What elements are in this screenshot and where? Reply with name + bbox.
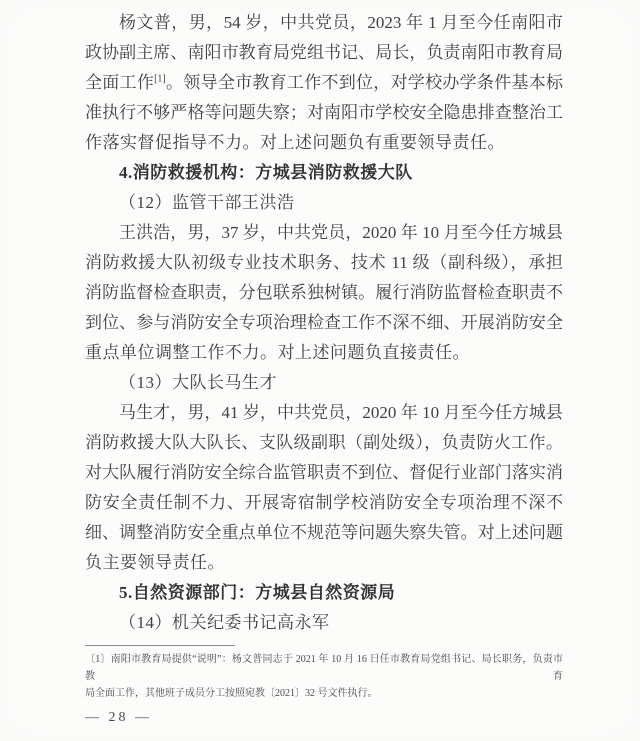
footnote-line: 〔1〕南阳市教育局提供“说明”：杨文普同志于 2021 年 10 月 16 日任市教育局党组书记、局长职务，负责市教育 [85, 654, 563, 682]
text-line: （13）大队长马生才 [119, 373, 277, 392]
document-body [85, 8, 563, 638]
text-line: 消防救援大队初级专业技术职务、技术 11 级（副科级），承担 [85, 253, 563, 272]
page-number: — 28 — [85, 710, 152, 725]
text-line: 马生才，男，41 岁，中共党员，2020 年 10 月至今任方城县 [119, 403, 563, 422]
footnote [85, 645, 563, 702]
text-line: 到位、参与消防安全专项治理检查工作不深不细、开展消防安全 [85, 313, 563, 332]
text-line: 重点单位调整工作不力。对上述问题负直接责任。 [85, 343, 470, 362]
footnote-line: 局全面工作，其他班子成员分工按照宛教〔2021〕32 号文件执行。 [85, 688, 378, 699]
text-line: 政协副主席、南阳市教育局党组书记、局长，负责南阳市教育局 [85, 43, 563, 62]
text-line: 细、调整消防安全重点单位不规范等问题失察失管。对上述问题 [85, 523, 563, 542]
section-heading: 4.消防救援机构：方城县消防救援大队 [119, 163, 413, 182]
text-line: 准执行不够严格等问题失察；对南阳市学校安全隐患排查整治工 [85, 103, 563, 122]
text-line: （12）监管干部王洪浩 [119, 193, 295, 212]
text-line: 王洪浩，男，37 岁，中共党员，2020 年 10 月至今任方城县 [119, 223, 563, 242]
text-line [85, 68, 563, 98]
text-line: 防安全责任制不力、开展寄宿制学校消防安全专项治理不深不 [85, 493, 563, 512]
footnote-divider [85, 645, 235, 646]
text-line: 消防救援大队大队长、支队级副职（副处级），负责防火工作。 [85, 433, 563, 452]
footnote-text [85, 651, 563, 702]
text-segment: 。领导全市教育工作不到位，对学校办学条件基本标 [165, 73, 563, 92]
section-heading: 5.自然资源部门：方城县自然资源局 [119, 583, 396, 602]
text-line: 对大队履行消防安全综合监管职责不到位、督促行业部门落实消 [85, 463, 563, 482]
text-segment: 全面工作 [85, 73, 155, 92]
text-line: 作落实督促指导不力。对上述问题负有重要领导责任。 [85, 133, 505, 152]
footnote-ref-superscript: [1] [154, 73, 166, 85]
text-line: 负主要领导责任。 [85, 553, 225, 572]
text-line: 杨文普，男，54 岁，中共党员，2023 年 1 月至今任南阳市 [119, 13, 563, 32]
text-line: 消防监督检查职责，分包联系独树镇。履行消防监督检查职责不 [85, 283, 563, 302]
text-line: （14）机关纪委书记高永军 [119, 613, 330, 632]
